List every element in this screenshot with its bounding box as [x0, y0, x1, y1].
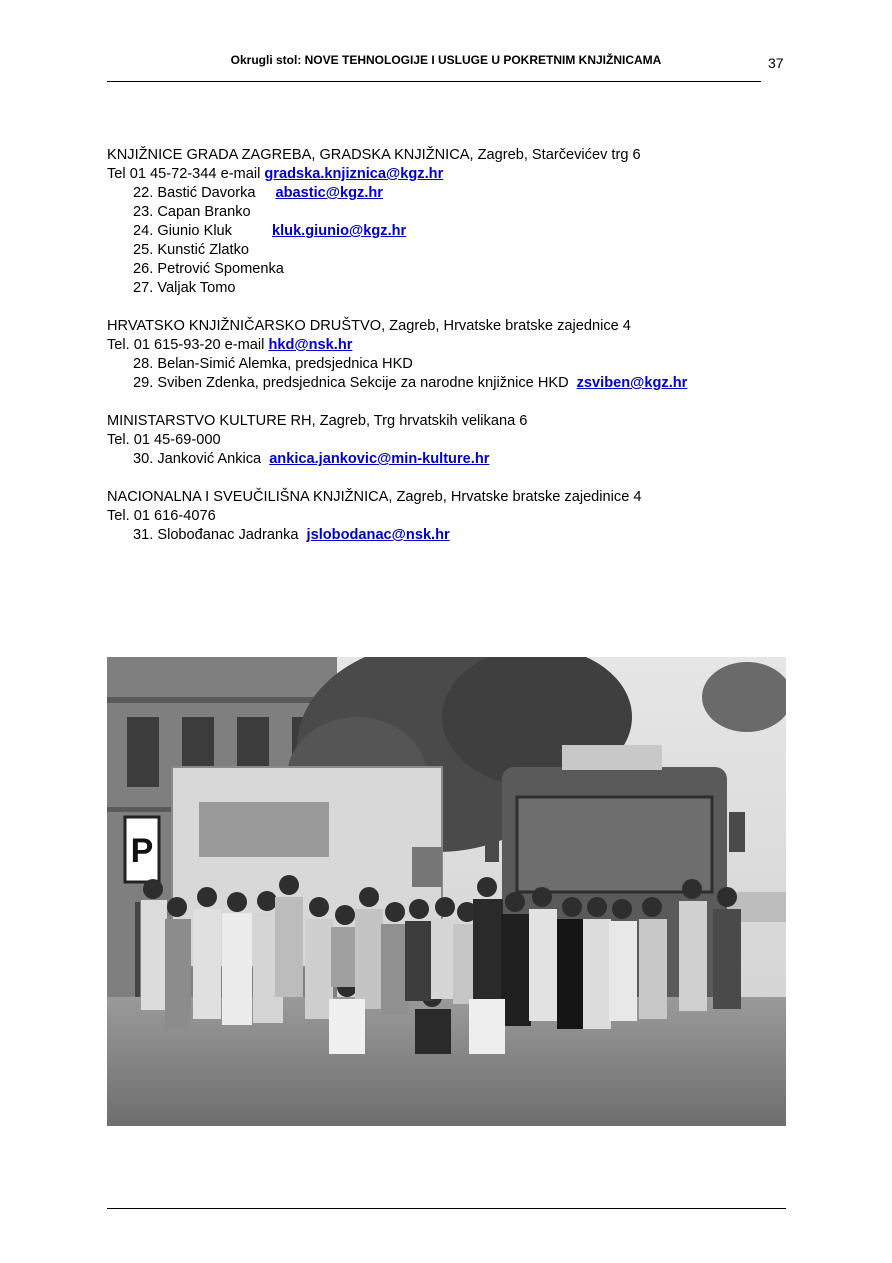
contact-list — [107, 146, 797, 545]
org-title: HRVATSKO KNJIŽNIČARSKO DRUŠTVO, Zagreb, Hrvatske bratske zajednice 4 — [107, 318, 631, 334]
person-row — [107, 374, 797, 393]
person-row — [107, 450, 797, 469]
org-section — [107, 146, 797, 298]
org-contact — [107, 431, 797, 450]
person-name: 22. Bastić Davorka — [133, 185, 256, 201]
org-section — [107, 317, 797, 393]
org-title: KNJIŽNICE GRADA ZAGREBA, GRADSKA KNJIŽNICA, Zagreb, Starčevićev trg 6 — [107, 147, 641, 163]
person-name: 24. Giunio Kluk — [133, 223, 232, 239]
person-name: 30. Janković Ankica — [133, 451, 262, 467]
group-photo — [107, 657, 786, 1126]
page-number: 37 — [768, 55, 784, 71]
org-tel: Tel. 01 615-93-20 e-mail — [107, 337, 269, 353]
person-row — [107, 279, 797, 298]
email-link[interactable]: hkd@nsk.hr — [268, 337, 353, 353]
person-name: 23. Capan Branko — [133, 204, 251, 220]
person-row — [107, 222, 797, 241]
email-link[interactable]: zsviben@kgz.hr — [576, 375, 688, 391]
org-tel: Tel. 01 616-4076 — [107, 508, 216, 524]
org-contact — [107, 165, 797, 184]
person-row — [107, 355, 797, 374]
person-name: 29. Sviben Zdenka, predsjednica Sekcije za narodne knjižnice HKD — [133, 375, 569, 391]
person-name: 27. Valjak Tomo — [133, 280, 236, 296]
email-link[interactable]: abastic@kgz.hr — [275, 185, 383, 201]
person-name: 26. Petrović Spomenka — [133, 261, 284, 277]
email-link[interactable]: gradska.knjiznica@kgz.hr — [264, 166, 444, 182]
email-link[interactable]: jslobodanac@nsk.hr — [306, 527, 450, 543]
email-link[interactable]: ankica.jankovic@min-kulture.hr — [269, 451, 490, 467]
org-section — [107, 488, 797, 545]
person-name: 31. Slobođanac Jadranka — [133, 527, 299, 543]
person-row — [107, 184, 797, 203]
org-tel: Tel. 01 45-69-000 — [107, 432, 221, 448]
org-section — [107, 412, 797, 469]
org-contact — [107, 507, 797, 526]
person-row — [107, 260, 797, 279]
header-divider — [107, 81, 761, 82]
org-tel: Tel 01 45-72-344 e-mail — [107, 166, 265, 182]
org-title: MINISTARSTVO KULTURE RH, Zagreb, Trg hrvatskih velikana 6 — [107, 413, 528, 429]
person-row — [107, 526, 797, 545]
running-header: Okrugli stol: NOVE TEHNOLOGIJE I USLUGE U POKRETNIM KNJIŽNICAMA — [230, 53, 662, 67]
svg-text:P: P — [130, 832, 154, 870]
person-row — [107, 241, 797, 260]
person-name: 28. Belan-Simić Alemka, predsjednica HKD — [133, 356, 413, 372]
person-row — [107, 203, 797, 222]
org-contact — [107, 336, 797, 355]
person-name: 25. Kunstić Zlatko — [133, 242, 249, 258]
footer-divider — [107, 1208, 786, 1209]
org-title: NACIONALNA I SVEUČILIŠNA KNJIŽNICA, Zagreb, Hrvatske bratske zajedinice 4 — [107, 489, 642, 505]
email-link[interactable]: kluk.giunio@kgz.hr — [271, 223, 407, 239]
